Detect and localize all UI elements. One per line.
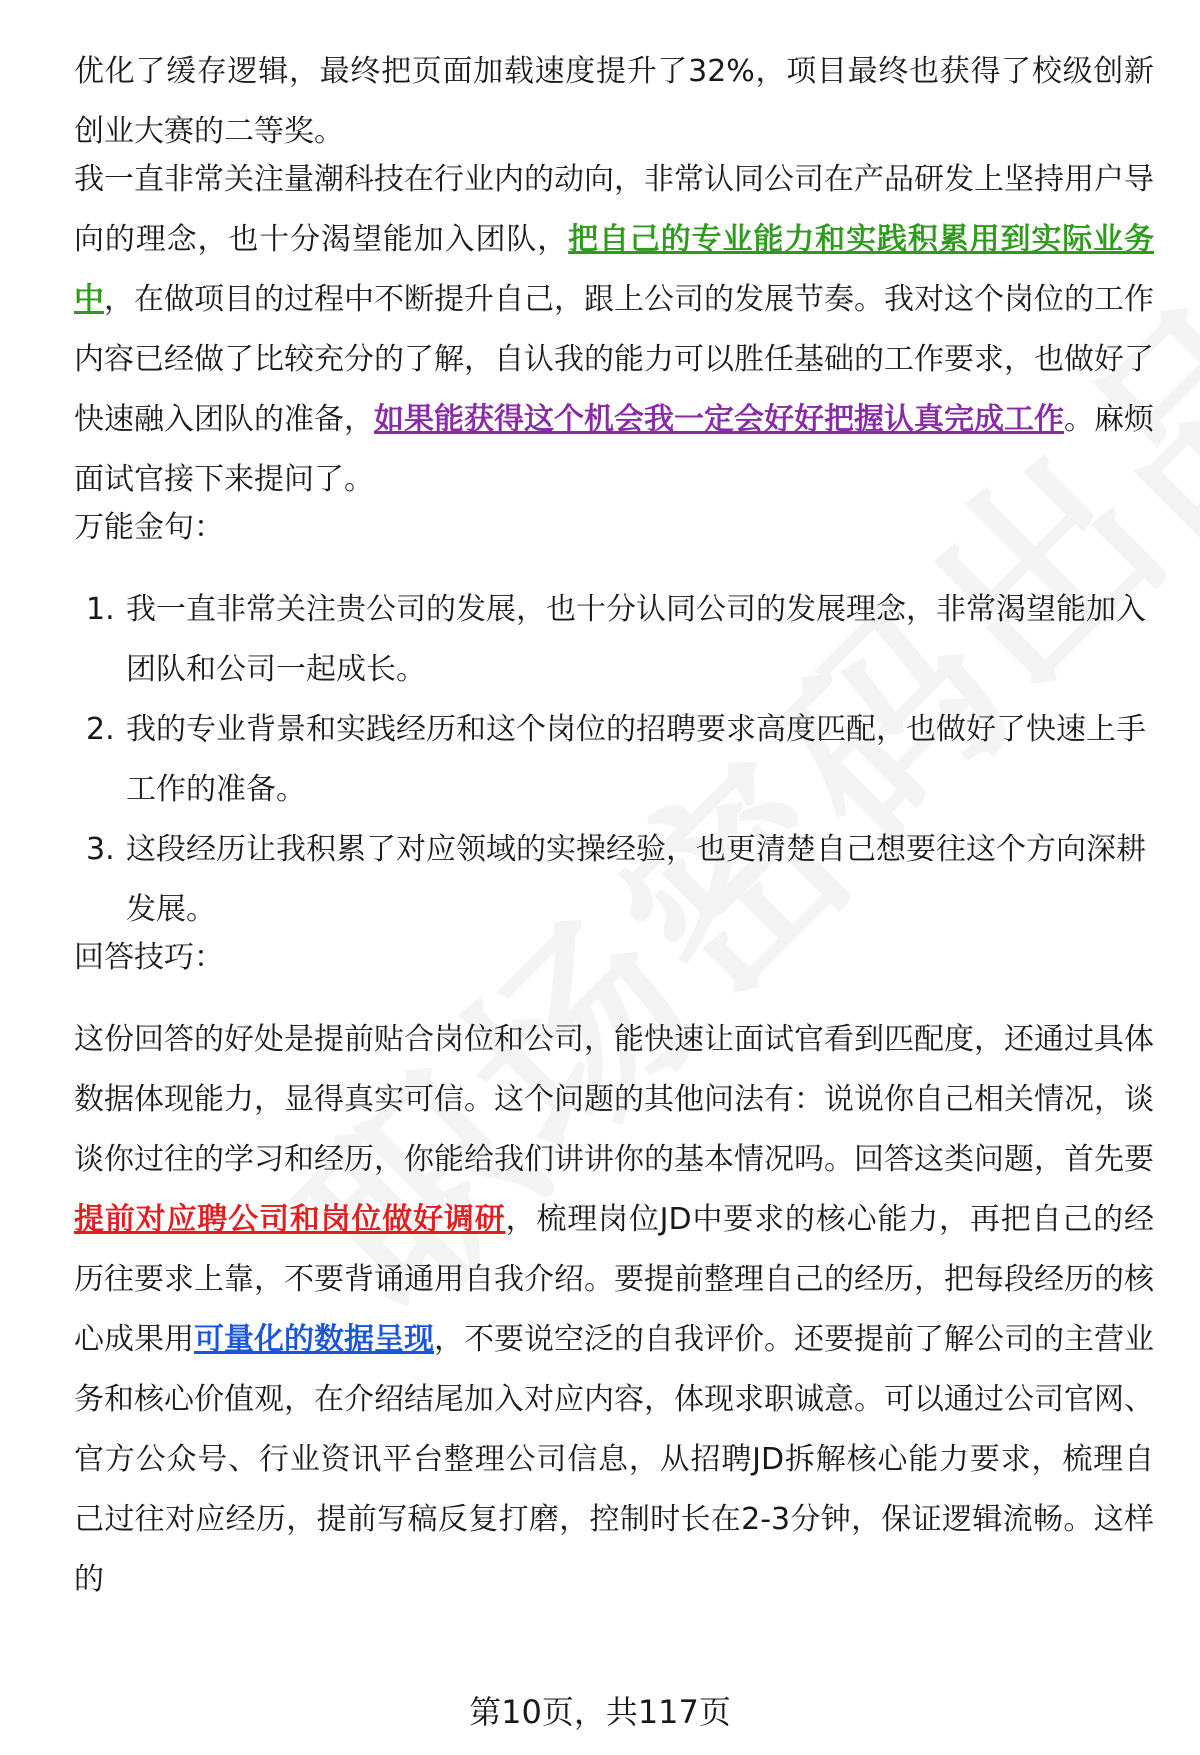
paragraph-answer-tips [74, 1010, 1154, 1610]
list-number: 2. [86, 712, 115, 747]
paragraph-project-result: 优化了缓存逻辑，最终把页面加载速度提升了32%，项目最终也获得了校级创新创业大赛的二等奖。 [74, 54, 1154, 149]
list-item [74, 700, 1154, 820]
list-number: 3. [86, 832, 115, 867]
list-item-text: 我的专业背景和实践经历和这个岗位的招聘要求高度匹配，也做好了快速上手工作的准备。 [126, 712, 1146, 807]
list-item-text: 我一直非常关注贵公司的发展，也十分认同公司的发展理念，非常渴望能加入团队和公司一起成长。 [126, 592, 1146, 687]
section-title-answer-tips: 回答技巧： [74, 940, 224, 975]
section-title-golden-sentences: 万能金句： [74, 510, 224, 545]
list-number: 1. [86, 592, 115, 627]
text-segment: ，在做项目的过程中不断提升自己，跟上公司的发展节奏。我对这个岗位的工作内容已经做了比较充分的了解，自认我的能力可以胜任基础的工作要求，也做好了快速融入团队的准备， [74, 282, 1154, 437]
highlight-red: 提前对应聘公司和岗位做好调研 [74, 1202, 506, 1237]
paragraph-self-intro-closing [74, 150, 1154, 510]
highlight-green: 把自己的专业能力和实践积累用到实际业务中 [74, 222, 1155, 317]
text-segment: 。麻烦面试官接下来提问了。 [74, 402, 1154, 497]
text-segment: 我一直非常关注量潮科技在行业内的动向，非常认同公司在产品研发上坚持用户导向的理念，也十分渴望能加入团队， [74, 162, 1154, 257]
text-segment: 这份回答的好处是提前贴合岗位和公司，能快速让面试官看到匹配度，还通过具体数据体现能力，显得真实可信。这个问题的其他问法有：说说你自己相关情况，谈谈你过往的学习和经历，你能给我们讲讲你的基本情况吗。回答这类问题，首先要 [74, 1022, 1154, 1177]
list-item [74, 820, 1154, 940]
highlight-blue: 可量化的数据呈现 [194, 1322, 434, 1357]
list-item-text: 这段经历让我积累了对应领域的实操经验，也更清楚自己想要往这个方向深耕发展。 [126, 832, 1146, 927]
highlight-purple: 如果能获得这个机会我一定会好好把握认真完成工作 [374, 402, 1064, 437]
text-segment: ，梳理岗位JD中要求的核心能力，再把自己的经历往要求上靠，不要背诵通用自我介绍。要提前整理自己的经历，把每段经历的核心成果用 [74, 1202, 1155, 1357]
golden-sentence-list [74, 580, 1154, 940]
page-number-footer: 第10页，共117页 [469, 1693, 731, 1731]
text-segment: ，不要说空泛的自我评价。还要提前了解公司的主营业务和核心价值观，在介绍结尾加入对应内容，体现求职诚意。可以通过公司官网、官方公众号、行业资讯平台整理公司信息，从招聘JD拆解核心能力要求，梳理自己过往对应经历，提前写稿反复打磨，控制时长在2-3分钟，保证逻辑流畅。这样的 [74, 1322, 1154, 1597]
list-item [74, 580, 1154, 700]
